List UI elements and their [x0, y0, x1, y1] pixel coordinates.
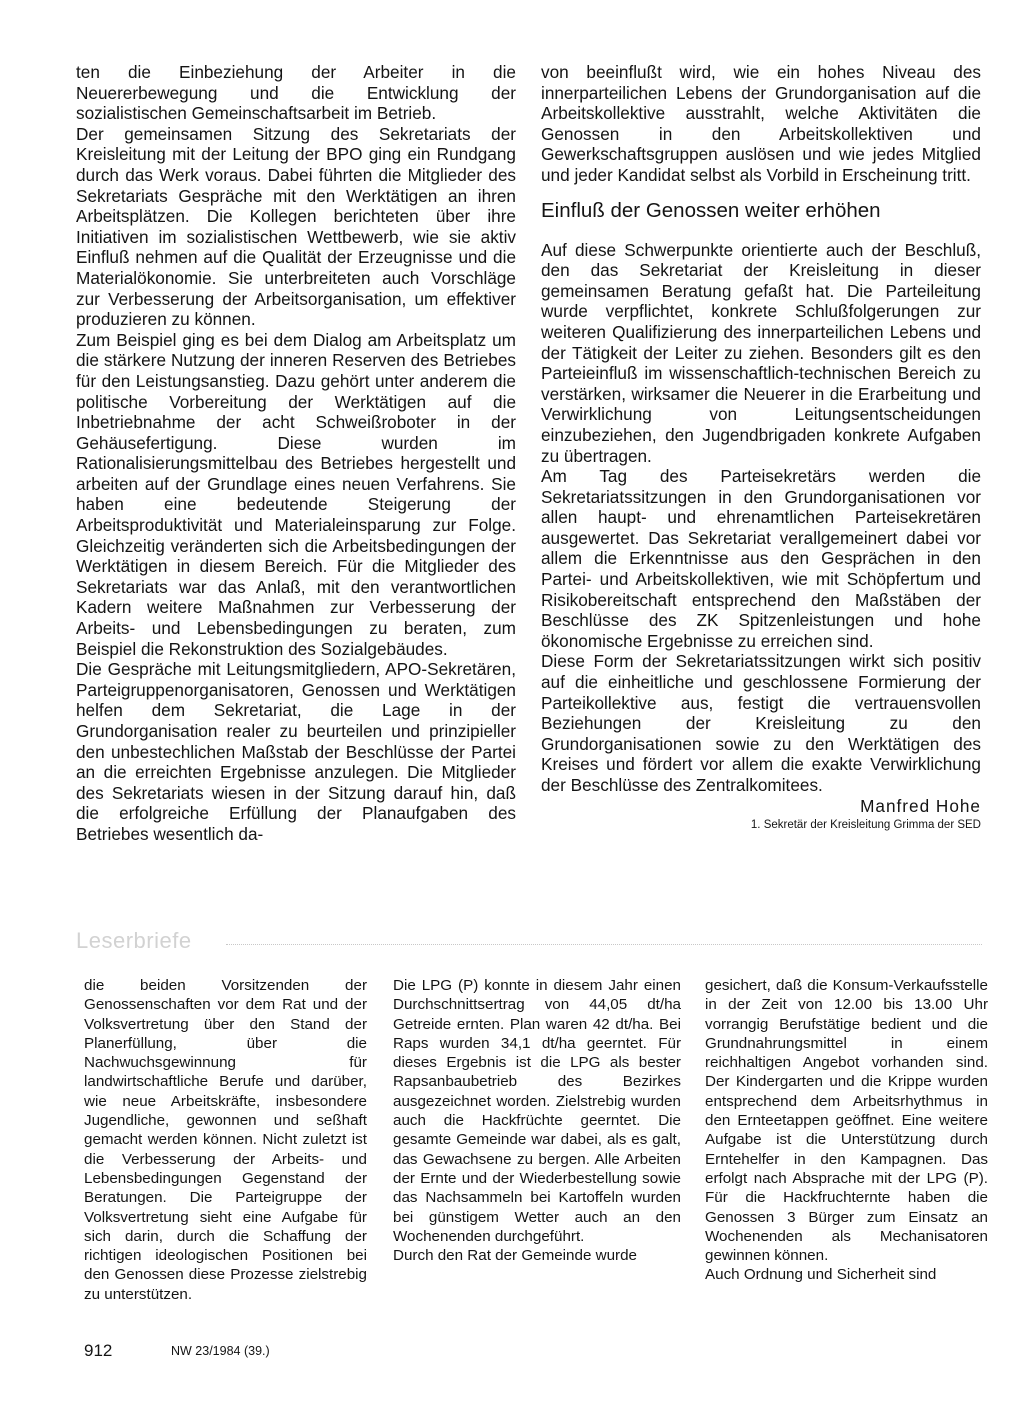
article-paragraph: ten die Einbeziehung der Arbeiter in die Neuererbewegung und die Entwicklung der sozialistischen Gemeinschaftsarbeit im Betrieb. [76, 62, 516, 124]
article-paragraph: Am Tag des Parteisekretärs werden die Sekretariatssitzungen in den Grundorganisationen vor allen haupt- und ehrenamtlichen Parteisekretären ausgewertet. Das Sekretariat verallgemeinert dabei vor allem die Erkenntnisse aus den Gesprächen in den Partei- und Arbeitskollektiven, wie mit Schöpfertum und Risikobereitschaft entsprechend den Maßstäben der Beschlüsse des ZK Spitzenleistungen und hohe ökonomische Ergebnisse zu erreichen sind. [541, 466, 981, 651]
article-paragraph: Diese Form der Sekretariatssitzungen wirkt sich positiv auf die einheitliche und geschlossene Formierung der Parteikollektive aus, festigt die vertrauensvollen Beziehungen der Kreisleitung zu den Grundorganisationen sowie zu den Werktätigen des Kreises und fördert vor allem die exakte Verwirklichung der Beschlüsse des Zentralkomitees. [541, 651, 981, 795]
article-paragraph: Die Gespräche mit Leitungsmitgliedern, APO-Sekretären, Parteigruppenorganisatoren, Genossen und Werktätigen helfen dem Sekretariat, die Lage in der Grundorganisation realer zu beurteilen und prinzipieller den unbestechlichen Maßstab der Beschlüsse der Partei an die erreichten Ergebnisse anzulegen. Die Mitglieder des Sekretariats wiesen in der Sitzung darauf hin, daß die erfolgreiche Erfüllung der Planaufgaben des Betriebes wesentlich da- [76, 659, 516, 844]
article-right-column [541, 62, 981, 834]
article-subheading: Einfluß der Genossen weiter erhöhen [541, 198, 881, 222]
article-paragraph: Auf diese Schwerpunkte orientierte auch der Beschluß, den das Sekretariat der Kreisleitung in dieser gemeinsamen Beratung gefaßt hat. Die Parteileitung wurde verpflichtet, konkrete Schlußfolgerungen zur weiteren Qualifizierung des innerparteilichen Lebens und der Tätigkeit der Leiter zu ziehen. Besonders gilt es den Parteieinfluß im wissenschaftlich-technischen Bereich zu verstärken, wirksamer die Neuerer in die Erarbeitung und Verwirklichung von Leitungsentscheidungen einzubeziehen, den Jugendbrigaden konkrete Aufgaben zu übertragen. [541, 239, 981, 466]
section-divider [226, 944, 982, 945]
letters-section-header [76, 928, 982, 958]
letter-paragraph: Durch den Rat der Gemeinde wurde [393, 1247, 637, 1265]
letter-paragraph: Die LPG (P) konnte in diesem Jahr einen Durchschnittsertrag von 44,05 dt/ha Getreide ernten. Plan waren 42 dt/ha. Bei Raps wurden 34,1 dt/ha geerntet. Für dieses Ergebnis ist die LPG als bester Rapsanbaubetrieb des Bezirkes ausgezeichnet worden. Zielstrebig wurden auch die Hackfrüchte geerntet. Die gesamte Gemeinde war dabei, als es galt, das Gewachsene zu bergen. Alle Arbeiten der Ernte und der Wiederbestellung sowie das Nachsammeln bei Kartoffeln wurden bei günstigem Wetter auch an den Wochenenden durchgeführt. [393, 977, 681, 1245]
letter-paragraph: die beiden Vorsitzenden der Genossenschaften vor dem Rat und der Volksvertretung über den Stand der Planerfüllung, über die Nachwuchsgewinnung für landwirtschaftliche Berufe und darüber, wie neue Arbeitskräfte, insbesondere Jugendliche, gewonnen und seßhaft gemacht werden können. Nicht zuletzt ist die Verbesserung der Arbeits- und Lebensbedingungen Gegenstand der Beratungen. Die Parteigruppe der Volksvertretung sieht eine Aufgabe für sich darin, durch die Schaffung der richtigen ideologischen Positionen bei den Genossen diese Prozesse zielstrebig zu unterstützen. [84, 977, 367, 1303]
article-paragraph: von beeinflußt wird, wie ein hohes Niveau des innerparteilichen Lebens der Grundorganisation auf die Arbeitskollektive ausstrahlt, welche Aktivitäten die Genossen in den Arbeitskollektiven und Gewerkschaftsgruppen auslösen und wie jedes Mitglied und jeder Kandidat selbst als Vorbild in Erscheinung tritt. [541, 62, 981, 185]
article-paragraph: Zum Beispiel ging es bei dem Dialog am Arbeitsplatz um die stärkere Nutzung der inneren Reserven des Betriebes für den Leistungsanstieg. Dazu gehört unter anderem die politische Vorbereitung der Werktätigen auf die Inbetriebnahme der acht Schweißroboter in der Gehäusefertigung. Diese wurden im Rationalisierungsmittelbau des Betriebes hergestellt und arbeiten auf der Grundlage eines neuen Verfahrens. Sie haben eine bedeutende Steigerung der Arbeitsproduktivität und Materialeinsparung zur Folge. Gleichzeitig veränderten sich die Arbeitsbedingungen der Werktätigen in diesem Bereich. Für die Mitglieder des Sekretariats war das Anlaß, mit den verantwortlichen Kadern weitere Maßnahmen zur Verbesserung der Arbeits- und Lebensbedingungen zu beraten, zum Beispiel die Rekonstruktion des Sozialgebäudes. [76, 329, 516, 659]
article-paragraph: Der gemeinsamen Sitzung des Sekretariats der Kreisleitung mit der Leitung der BPO ging ein Rundgang durch das Werk voraus. Dabei führten die Mitglieder des Sekretariats Gespräche mit den Werktätigen an ihren Arbeitsplätzen. Die Kollegen berichteten über ihre Initiativen im sozialistischen Wettbewerb, wie sie aktiv Einfluß nehmen auf die Qualität der Erzeugnisse und die Materialökonomie. Sie unterbreiteten auch Vorschläge zur Verbesserung der Arbeitsorganisation, um effektiver produzieren zu können. [76, 123, 516, 330]
issue-reference: NW 23/1984 (39.) [171, 1344, 270, 1358]
letter-paragraph: Auch Ordnung und Sicherheit sind [705, 1266, 937, 1284]
author-role: 1. Sekretär der Kreisleitung Grimma der SED [750, 819, 981, 832]
author-name: Manfred Hohe [860, 795, 981, 816]
letters-column-3 [705, 976, 988, 1285]
letter-paragraph: gesichert, daß die Konsum-Verkaufsstelle in der Zeit von 12.00 bis 13.00 Uhr vorrangig Berufstätige bedient und die Grundnahrungsmittel in einem reichhaltigen Angebot vorhanden sind. Der Kindergarten und die Krippe wurden entsprechend dem Arbeitsrhythmus in den Ernteetappen geöffnet. Eine weitere Aufgabe ist die Unterstützung durch Erntehelfer in den Kampagnen. Das erfolgt nach Absprache mit der LPG (P). Für die Hackfruchternte haben die Genossen 3 Bürger zum Einsatz an Wochenenden als Mechanisatoren gewinnen können. [705, 977, 988, 1265]
letters-column-2 [393, 976, 681, 1265]
article-left-column [76, 62, 516, 845]
letters-column-1 [84, 976, 367, 1304]
page-number: 912 [84, 1341, 113, 1360]
section-label: Leserbriefe [76, 928, 192, 953]
